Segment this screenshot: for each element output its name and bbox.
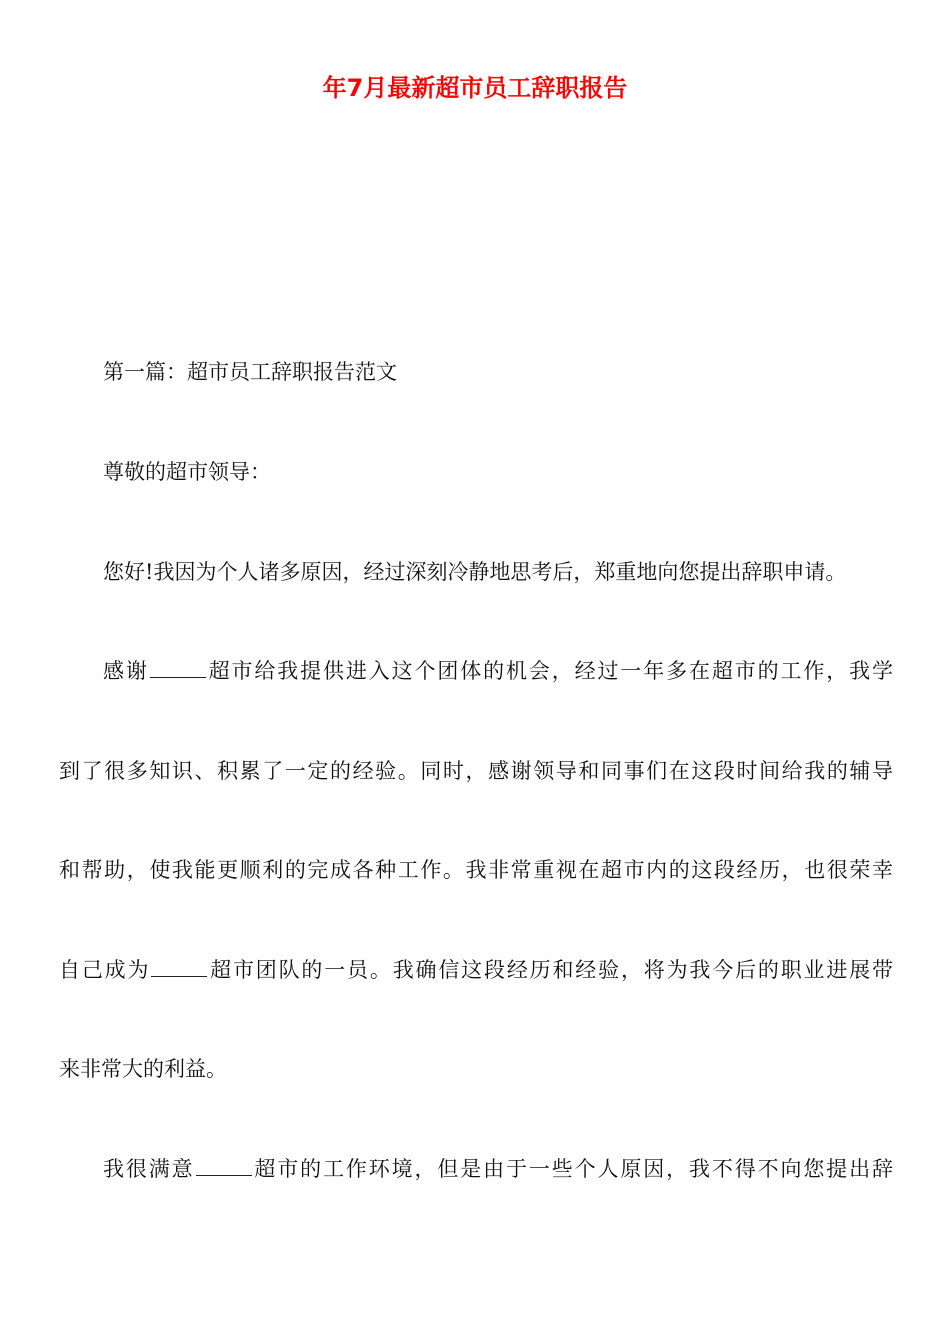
- paragraph-line: [103, 655, 893, 687]
- paragraph-line: [103, 1153, 893, 1185]
- section-heading: 第一篇：超市员工辞职报告范文: [103, 360, 397, 384]
- greeting-paragraph: 您好!我因为个人诸多原因，经过深刻冷静地思考后，郑重地向您提出辞职申请。: [103, 560, 847, 584]
- text-segment: 我很满意: [103, 1157, 195, 1181]
- text-segment: 超市给我提供进入这个团体的机会，经过一年多在超市的工作，我学: [206, 659, 893, 683]
- paragraph-line: 到了很多知识、积累了一定的经验。同时，感谢领导和同事们在这段时间给我的辅导: [59, 759, 893, 783]
- text-segment: 感谢: [103, 659, 149, 683]
- paragraph-line: 和帮助，使我能更顺利的完成各种工作。我非常重视在超市内的这段经历，也很荣幸: [59, 858, 893, 882]
- text-segment: 自己成为: [59, 958, 151, 982]
- paragraph-line: [59, 954, 893, 986]
- text-segment: 超市的工作环境，但是由于一些个人原因，我不得不向您提出辞: [252, 1157, 893, 1181]
- fill-in-blank: [196, 1155, 252, 1176]
- paragraph-line: 来非常大的利益。: [59, 1057, 227, 1081]
- fill-in-blank: [151, 956, 207, 977]
- document-title: 年7月最新超市员工辞职报告: [322, 74, 628, 102]
- fill-in-blank: [150, 657, 206, 678]
- text-segment: 超市团队的一员。我确信这段经历和经验，将为我今后的职业进展带: [208, 958, 893, 982]
- salutation: 尊敬的超市领导：: [103, 460, 271, 484]
